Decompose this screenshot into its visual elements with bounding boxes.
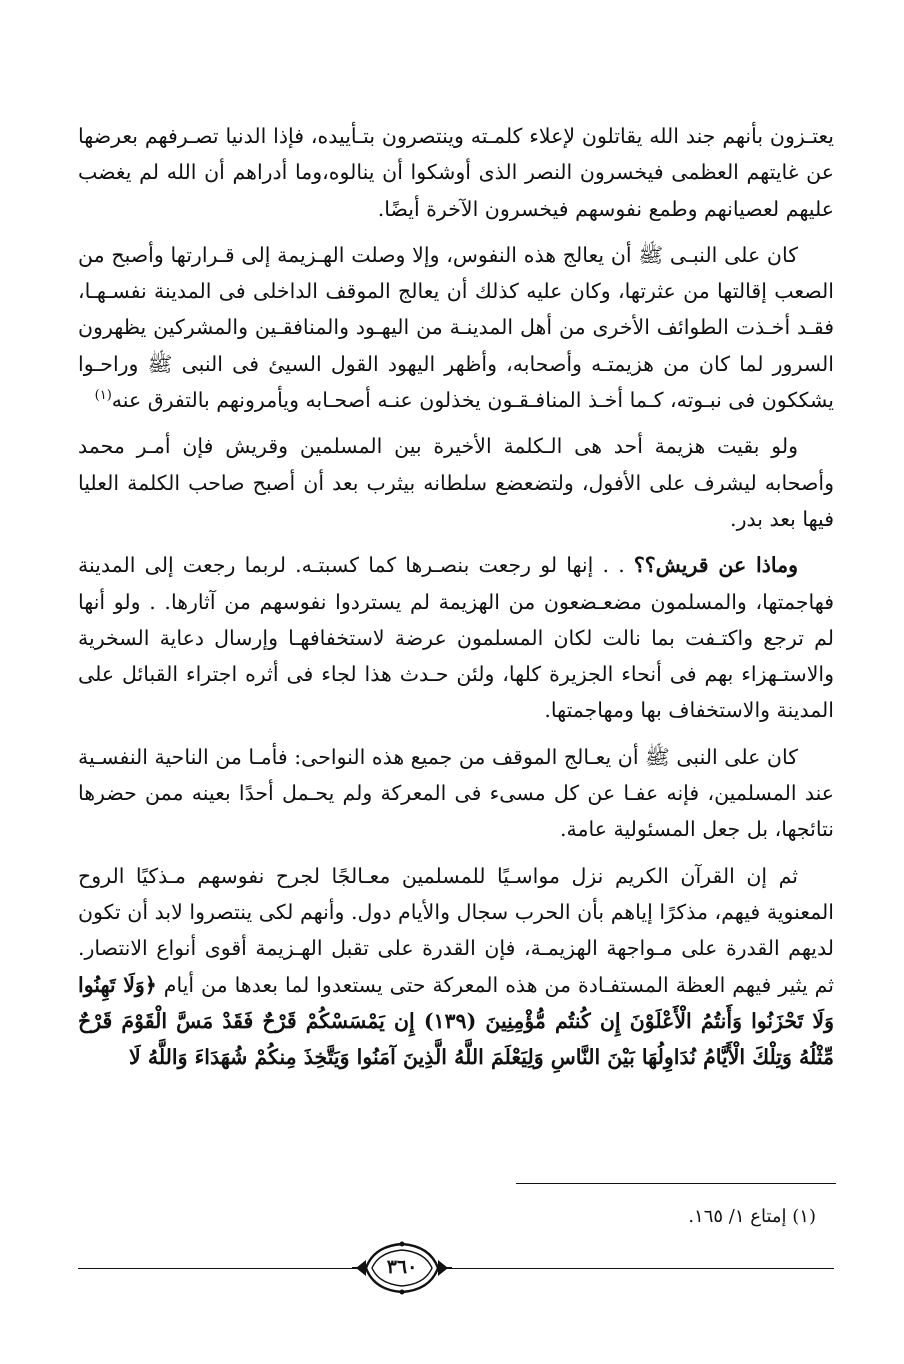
paragraph-4: وماذا عن قريش؟؟ . . إنها لو رجعت بنصـرها كما كسبتـه. لربما رجعت إلى المدينة فهاجمتها، والمسلمون مضعـضعون من الهزيمة لم يستردوا نفوسهم من آثارها. . ولو أنها لم ترجع واكتـفت بما نالت لكان المسلمون عرضة لاستخفافهـا وإرسال دعاية السخرية والاستـهزاء بهم فى أنحاء الجزيرة كلها، ولئن حـدث هذا لجاء فى أثره اجتراء القبائل على المدينة والاستخفاف بها ومهاجمتها. xyxy=(78,553,834,723)
footnote: (١) إمتاع ١/ ١٦٥. xyxy=(688,1206,816,1227)
body-text xyxy=(78,118,834,1085)
paragraph-lead: وماذا عن قريش؟؟ xyxy=(633,553,798,578)
paragraph-3: ولو بقيت هزيمة أحد هى الـكلمة الأخيرة بين المسلمين وقريش فإن أمـر محمد وأصحابه ليشرف على الأفول، ولتضعضع سلطانه بيثرب بعد أن أصبح صاحب الكلمة العليا فيها بعد بدر. xyxy=(78,434,834,531)
quran-verse: ﴿وَلَا تَهِنُوا وَلَا تَحْزَنُوا وَأَنتُمُ الْأَعْلَوْنَ إِن كُنتُم مُّؤْمِنِينَ (١٣٩) إِن يَمْسَسْكُمْ قَرْحٌ فَقَدْ مَسَّ الْقَوْمَ قَرْحٌ مِّثْلُهُ وَتِلْكَ الْأَيَّامُ نُدَاوِلُهَا بَيْنَ النَّاسِ وَلِيَعْلَمَ اللَّهُ الَّذِينَ آمَنُوا وَيَتَّخِذَ مِنكُمْ شُهَدَاءَ وَاللَّهُ لَا xyxy=(78,972,834,1070)
footnote-divider xyxy=(516,1183,836,1184)
paragraph-6: ثم إن القرآن الكريم نزل مواسـيًا للمسلمين معـالجًا لجرح نفوسهم مـذكيًا الروح المعنوية فيهم، مذكرًا إياهم بأن الحرب سجال والأيام دول. وأنهم لكى ينتصروا لابد أن تكون لديهم القدرة على مـواجهة الهزيمـة، فإن القدرة على تقبل الهـزيمة أقوى أنواع الانتصار. ثم يثير فيهم العظة المستفـادة من هذه المعركة حتى يستعدوا لما بعدها من أيام ﴿وَلَا تَهِنُوا وَلَا تَحْزَنُوا وَأَنتُمُ الْأَعْلَوْنَ إِن كُنتُم مُّؤْمِنِينَ (١٣٩) إِن يَمْسَسْكُمْ قَرْحٌ فَقَدْ مَسَّ الْقَوْمَ قَرْحٌ مِّثْلُهُ وَتِلْكَ الْأَيَّامُ نُدَاوِلُهَا بَيْنَ النَّاسِ وَلِيَعْلَمَ اللَّهُ الَّذِينَ آمَنُوا وَيَتَّخِذَ مِنكُمْ شُهَدَاءَ وَاللَّهُ لَا xyxy=(78,863,834,1070)
page-bottom-rule xyxy=(78,1268,834,1269)
paragraph-2: كان على النبـى ﷺ أن يعالج هذه النفوس، وإلا وصلت الهـزيمة إلى قـرارتها وأصبح من الصعب إقالتها من عثرتها، وكان عليه كذلك أن يعالج الموقف الداخلى فى المدينة نفسـهـا، فقـد أخـذت الطوائف الأخرى من أهل المدينـة من اليهـود والمنافقـين والمشركين يظهرون السرور لما كان من هزيمتـه وأصحابه، وأظهر اليهود القول السيئ فى النبى ﷺ وراحـوا يشككون فى نبـوته، كـما أخـذ المنافـقـون يخذلون عنـه أصحـابه ويأمرونهم بالتفرق عنه$^{(١)}$ xyxy=(78,242,834,413)
paragraph-1: يعتـزون بأنهم جند الله يقاتلون لإعلاء كلمـته وينتصرون بتـأييده، فإذا الدنيا تصـرفهم بعرضها عن غايتهم العظمى فيخسرون النصر الذى أوشكوا أن ينالوه،وما أدراهم أن الله لم يغضب عليهم لعصيانهم وطمع نفوسهم فيخسرون الآخرة أيضًا. xyxy=(78,124,834,221)
footnote-marker[interactable]: (١) xyxy=(94,388,112,404)
paragraph-5: كان على النبى ﷺ أن يعـالج الموقف من جميع هذه النواحى: فأمـا من الناحية النفسـية عند المسلمين، فإنه عفـا عن كل مسىء فى المعركة ولم يحـمل أحدًا بعينه ممن حضرها نتائجها، بل جعل المسئولية عامة. xyxy=(78,744,834,842)
page-number: ٣٦٠ xyxy=(386,1256,418,1278)
